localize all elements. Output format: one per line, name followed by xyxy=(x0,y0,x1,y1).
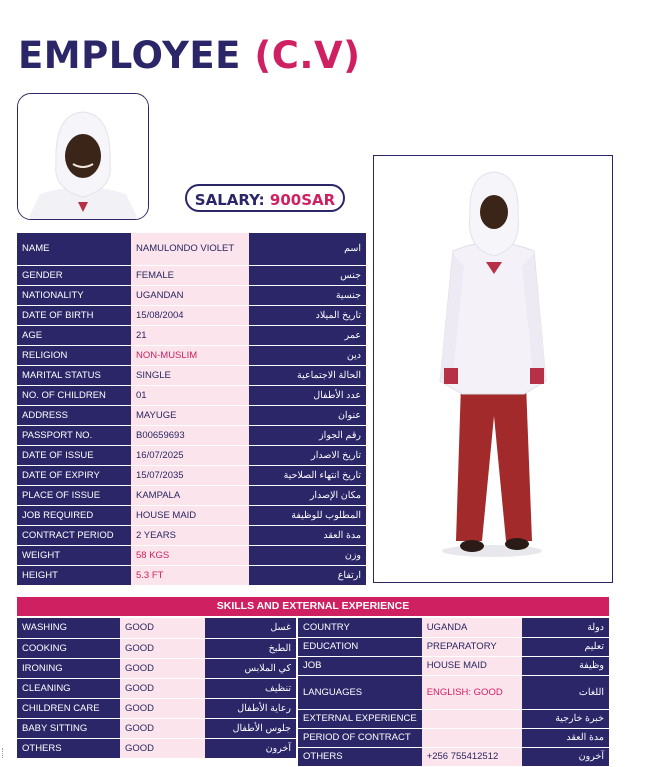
skills-row-value: GOOD xyxy=(120,638,205,658)
experience-row-label: OTHERS xyxy=(298,747,422,766)
info-row-arabic: رقم الجواز xyxy=(249,425,366,445)
skills-row-label: COOKING xyxy=(17,638,120,658)
experience-row-value xyxy=(422,709,522,728)
info-row-label: DATE OF BIRTH xyxy=(17,305,131,325)
info-row-arabic: عنوان xyxy=(249,405,366,425)
info-row-value: 21 xyxy=(131,325,249,345)
experience-row-label: LANGUAGES xyxy=(298,675,422,709)
skills-row-label: WASHING xyxy=(17,618,120,638)
info-row-arabic: دين xyxy=(249,345,366,365)
skills-row-arabic: آخرون xyxy=(205,738,296,758)
info-row-arabic: تاريخ انتهاء الصلاحية xyxy=(249,465,366,485)
info-row-label: NAME xyxy=(17,233,131,265)
info-row-arabic: عمر xyxy=(249,325,366,345)
salary-label: SALARY: xyxy=(194,191,265,209)
experience-row-arabic: دولة xyxy=(522,618,609,637)
info-row-label: GENDER xyxy=(17,265,131,285)
info-row-label: CONTRACT PERIOD xyxy=(17,525,131,545)
info-row-value: B00659693 xyxy=(131,425,249,445)
info-row-label: NO. OF CHILDREN xyxy=(17,385,131,405)
info-row-value: 15/07/2035 xyxy=(131,465,249,485)
info-row xyxy=(17,525,366,545)
info-row-arabic: المطلوب للوظيفة xyxy=(249,505,366,525)
skills-row-value: GOOD xyxy=(120,658,205,678)
experience-row xyxy=(298,637,609,656)
info-row-value: UGANDAN xyxy=(131,285,249,305)
skills-table xyxy=(17,618,296,759)
info-row xyxy=(17,265,366,285)
info-row-value: MAYUGE xyxy=(131,405,249,425)
skills-row xyxy=(17,718,296,738)
info-row-value: KAMPALA xyxy=(131,485,249,505)
experience-row-arabic: مدة العقد xyxy=(522,728,609,747)
skills-row xyxy=(17,618,296,638)
skills-row-label: CLEANING xyxy=(17,678,120,698)
salary-value: 900SAR xyxy=(269,191,336,209)
info-row xyxy=(17,305,366,325)
skills-row-value: GOOD xyxy=(120,698,205,718)
experience-row-value: UGANDA xyxy=(422,618,522,637)
info-row xyxy=(17,425,366,445)
skills-row xyxy=(17,638,296,658)
portrait-photo xyxy=(17,93,149,220)
info-row-arabic: مكان الإصدار xyxy=(249,485,366,505)
title-main: EMPLOYEE xyxy=(18,34,241,77)
experience-row-value: +256 755412512 xyxy=(422,747,522,766)
info-row-label: JOB REQUIRED xyxy=(17,505,131,525)
info-row-arabic: مدة العقد xyxy=(249,525,366,545)
info-row-label: AGE xyxy=(17,325,131,345)
skills-row-value: GOOD xyxy=(120,678,205,698)
skills-row-arabic: جلوس الأطفال xyxy=(205,718,296,738)
experience-row xyxy=(298,747,609,766)
experience-row-arabic: وظيفة xyxy=(522,656,609,675)
experience-row xyxy=(298,728,609,747)
skills-row xyxy=(17,658,296,678)
info-row-arabic: جنسية xyxy=(249,285,366,305)
info-row-value: 16/07/2025 xyxy=(131,445,249,465)
info-row xyxy=(17,485,366,505)
experience-row-arabic: تعليم xyxy=(522,637,609,656)
experience-row-arabic: خبرة خارجية xyxy=(522,709,609,728)
skills-row xyxy=(17,678,296,698)
info-row xyxy=(17,345,366,365)
info-row-label: DATE OF EXPIRY xyxy=(17,465,131,485)
info-row-arabic: جنس xyxy=(249,265,366,285)
skills-row-value: GOOD xyxy=(120,618,205,638)
title-accent: (C.V) xyxy=(254,34,361,77)
info-row-value: NON-MUSLIM xyxy=(131,345,249,365)
experience-row-value: ENGLISH: GOOD xyxy=(422,675,522,709)
info-row xyxy=(17,405,366,425)
info-row-arabic: اسم xyxy=(249,233,366,265)
experience-row-arabic: آخرون xyxy=(522,747,609,766)
info-row-value: 58 KGS xyxy=(131,545,249,565)
info-row-arabic: عدد الأطفال xyxy=(249,385,366,405)
experience-row-value xyxy=(422,728,522,747)
skills-body xyxy=(17,618,296,758)
experience-row xyxy=(298,618,609,637)
info-row-arabic: تاريخ الاصدار xyxy=(249,445,366,465)
info-row-label: WEIGHT xyxy=(17,545,131,565)
skills-row-arabic: تنظيف xyxy=(205,678,296,698)
skills-row-arabic: الطبخ xyxy=(205,638,296,658)
info-row-value: 5.3 FT xyxy=(131,565,249,585)
experience-row-label: COUNTRY xyxy=(298,618,422,637)
info-row-label: NATIONALITY xyxy=(17,285,131,305)
info-row-label: PASSPORT NO. xyxy=(17,425,131,445)
info-row xyxy=(17,565,366,585)
info-row xyxy=(17,365,366,385)
personal-info-table xyxy=(17,233,366,586)
experience-row-arabic: اللغات xyxy=(522,675,609,709)
experience-body xyxy=(298,618,609,766)
info-row-label: MARITAL STATUS xyxy=(17,365,131,385)
info-row xyxy=(17,285,366,305)
experience-row-value: PREPARATORY xyxy=(422,637,522,656)
info-row-value: FEMALE xyxy=(131,265,249,285)
skills-row-value: GOOD xyxy=(120,738,205,758)
info-row xyxy=(17,465,366,485)
skills-row-arabic: غسل xyxy=(205,618,296,638)
skills-row-label: OTHERS xyxy=(17,738,120,758)
info-row-label: DATE OF ISSUE xyxy=(17,445,131,465)
info-row-label: RELIGION xyxy=(17,345,131,365)
margin-mark xyxy=(2,748,5,758)
info-row-value: 2 YEARS xyxy=(131,525,249,545)
skills-row-label: CHILDREN CARE xyxy=(17,698,120,718)
info-row-value: 01 xyxy=(131,385,249,405)
experience-row-label: EDUCATION xyxy=(298,637,422,656)
info-row-value: NAMULONDO VIOLET xyxy=(131,233,249,265)
info-row xyxy=(17,545,366,565)
info-row-label: ADDRESS xyxy=(17,405,131,425)
experience-row-label: PERIOD OF CONTRACT xyxy=(298,728,422,747)
experience-row-label: EXTERNAL EXPERIENCE xyxy=(298,709,422,728)
skills-row xyxy=(17,738,296,758)
skills-row-label: IRONING xyxy=(17,658,120,678)
info-row xyxy=(17,325,366,345)
experience-row xyxy=(298,656,609,675)
info-row-arabic: ارتفاع xyxy=(249,565,366,585)
info-row xyxy=(17,385,366,405)
info-row xyxy=(17,445,366,465)
skills-row xyxy=(17,698,296,718)
page-title xyxy=(18,34,361,77)
info-row-label: PLACE OF ISSUE xyxy=(17,485,131,505)
info-row-value: SINGLE xyxy=(131,365,249,385)
info-row xyxy=(17,505,366,525)
experience-row xyxy=(298,709,609,728)
info-row-arabic: تاريخ الميلاد xyxy=(249,305,366,325)
experience-row-label: JOB xyxy=(298,656,422,675)
skills-row-label: BABY SITTING xyxy=(17,718,120,738)
salary-badge xyxy=(185,184,345,212)
experience-row xyxy=(298,675,609,709)
full-body-photo xyxy=(373,155,613,583)
info-row-value: 15/08/2004 xyxy=(131,305,249,325)
experience-table xyxy=(298,618,609,767)
skills-row-value: GOOD xyxy=(120,718,205,738)
skills-row-arabic: رعاية الأطفال xyxy=(205,698,296,718)
info-row-value: HOUSE MAID xyxy=(131,505,249,525)
skills-heading: SKILLS AND EXTERNAL EXPERIENCE xyxy=(17,597,609,616)
info-row-label: HEIGHT xyxy=(17,565,131,585)
skills-row-arabic: كي الملابس xyxy=(205,658,296,678)
info-row-arabic: الحالة الاجتماعية xyxy=(249,365,366,385)
info-row-arabic: وزن xyxy=(249,545,366,565)
personal-info-body xyxy=(17,233,366,585)
info-row xyxy=(17,233,366,265)
experience-row-value: HOUSE MAID xyxy=(422,656,522,675)
